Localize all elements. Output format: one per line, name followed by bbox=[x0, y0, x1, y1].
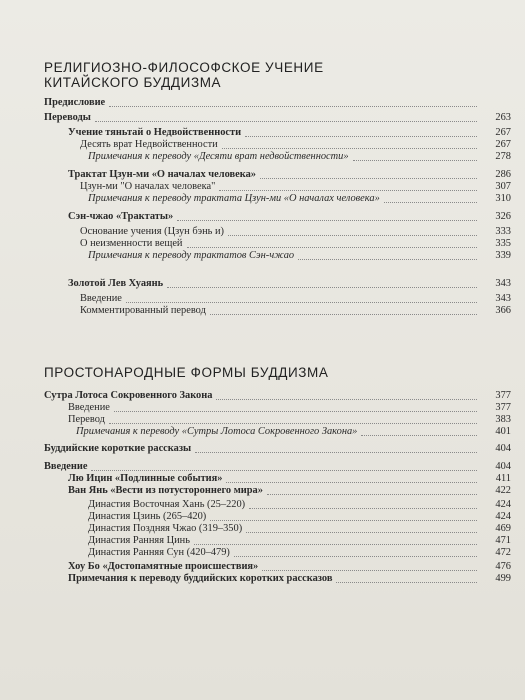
toc-entry bbox=[0, 211, 525, 223]
toc-entry-title: Примечания к переводу трактата Цзун-ми «О началах человека» bbox=[88, 193, 380, 204]
toc-entry bbox=[0, 226, 525, 238]
toc-page-number: 404 bbox=[495, 461, 511, 472]
toc-dot-leader bbox=[267, 494, 477, 495]
toc-page-number: 267 bbox=[495, 139, 511, 150]
toc-dot-leader bbox=[384, 202, 477, 203]
toc-page-number: 278 bbox=[495, 151, 511, 162]
toc-entry bbox=[0, 523, 525, 535]
toc-entry bbox=[0, 250, 525, 262]
toc-entry-title: Сутра Лотоса Сокровенного Закона bbox=[44, 390, 213, 401]
toc-dot-leader bbox=[361, 435, 477, 436]
toc-page-number: 377 bbox=[495, 390, 511, 401]
toc-entry-title: Сэн-чжао «Трактаты» bbox=[68, 211, 174, 222]
toc-dot-leader bbox=[187, 247, 478, 248]
toc-entry bbox=[0, 499, 525, 511]
toc-page-number: 471 bbox=[495, 535, 511, 546]
toc-dot-leader bbox=[298, 259, 477, 260]
section-title-2-text: ПРОСТОНАРОДНЫЕ ФОРМЫ БУДДИЗМА bbox=[44, 365, 329, 380]
toc-dot-leader bbox=[210, 314, 477, 315]
toc-entry-title: Основание учения (Цзун бэнь и) bbox=[80, 226, 224, 237]
toc-page-number: 343 bbox=[495, 293, 511, 304]
toc-dot-leader bbox=[177, 220, 477, 221]
toc-entry bbox=[0, 561, 525, 573]
toc-page-number: 411 bbox=[495, 473, 511, 484]
toc-page-number: 263 bbox=[495, 112, 511, 123]
toc-dot-leader bbox=[262, 570, 477, 571]
toc-entry-title: Цзун-ми "О началах человека" bbox=[80, 181, 216, 192]
toc-page-number: 310 bbox=[495, 193, 511, 204]
toc-page-number: 404 bbox=[495, 443, 511, 454]
toc-dot-leader bbox=[126, 302, 477, 303]
toc-entry bbox=[0, 151, 525, 163]
toc-entry bbox=[0, 305, 525, 317]
toc-page-number: 424 bbox=[495, 511, 511, 522]
toc-entry-title: Династия Цзинь (265–420) bbox=[88, 511, 207, 522]
toc-dot-leader bbox=[109, 106, 477, 107]
toc-dot-leader bbox=[226, 482, 477, 483]
toc-entry-title: Династия Восточная Хань (25–220) bbox=[88, 499, 246, 510]
toc-entry-title: О неизменности вещей bbox=[80, 238, 183, 249]
toc-dot-leader bbox=[109, 423, 477, 424]
toc-entry bbox=[0, 473, 525, 485]
toc-entry-title: Десять врат Недвойственности bbox=[80, 139, 218, 150]
toc-page-number: 307 bbox=[495, 181, 511, 192]
toc-entry-title: Трактат Цзун-ми «О началах человека» bbox=[68, 169, 256, 180]
toc-entry-title: Династия Поздняя Чжао (319–350) bbox=[88, 523, 243, 534]
section-title-1-line2: КИТАЙСКОГО БУДДИЗМА bbox=[44, 75, 222, 90]
toc-dot-leader bbox=[246, 532, 477, 533]
toc-entry-title: Введение bbox=[80, 293, 122, 304]
toc-page-number: 326 bbox=[495, 211, 511, 222]
toc-dot-leader bbox=[234, 556, 477, 557]
toc-entry bbox=[0, 169, 525, 181]
toc-entry-title: Хоу Бо «Достопамятные происшествия» bbox=[68, 561, 259, 572]
toc-entry-title: Примечания к переводу трактатов Сэн-чжао bbox=[88, 250, 295, 261]
toc-dot-leader bbox=[249, 508, 477, 509]
toc-dot-leader bbox=[219, 190, 477, 191]
toc-dot-leader bbox=[95, 121, 477, 122]
toc-entry bbox=[0, 414, 525, 426]
section-title-2 bbox=[44, 365, 329, 380]
toc-entry bbox=[0, 97, 525, 109]
toc-entry bbox=[0, 238, 525, 250]
toc-entry-title: Предисловие bbox=[44, 97, 106, 108]
toc-page-number: 286 bbox=[495, 169, 511, 180]
toc-page-number: 476 bbox=[495, 561, 511, 572]
toc-entry-title: Примечания к переводу «Сутры Лотоса Сокровенного Закона» bbox=[76, 426, 358, 437]
toc-entry-title: Введение bbox=[44, 461, 88, 472]
toc-entry-title: Золотой Лев Хуаянь bbox=[68, 278, 164, 289]
toc-entry-title: Введение bbox=[68, 402, 110, 413]
toc-entry bbox=[0, 127, 525, 139]
toc-page-number: 401 bbox=[495, 426, 511, 437]
toc-entry-title: Династия Ранняя Цинь bbox=[88, 535, 190, 546]
toc-dot-leader bbox=[353, 160, 477, 161]
toc-entry-title: Примечания к переводу буддийских коротких рассказов bbox=[68, 573, 333, 584]
toc-entry bbox=[0, 485, 525, 497]
toc-entry bbox=[0, 112, 525, 124]
toc-entry bbox=[0, 402, 525, 414]
toc-entry bbox=[0, 443, 525, 455]
toc-entry-title: Перевод bbox=[68, 414, 105, 425]
toc-page-number: 472 bbox=[495, 547, 511, 558]
toc-entry-title: Примечания к переводу «Десяти врат недвойственности» bbox=[88, 151, 349, 162]
toc-dot-leader bbox=[167, 287, 477, 288]
toc-entry bbox=[0, 390, 525, 402]
toc-dot-leader bbox=[194, 544, 477, 545]
toc-page-number: 335 bbox=[495, 238, 511, 249]
toc-dot-leader bbox=[216, 399, 477, 400]
toc-entry bbox=[0, 573, 525, 585]
toc-page-number: 377 bbox=[495, 402, 511, 413]
toc-dot-leader bbox=[260, 178, 477, 179]
toc-page-number: 499 bbox=[495, 573, 511, 584]
toc-page-number: 366 bbox=[495, 305, 511, 316]
toc-page-number: 339 bbox=[495, 250, 511, 261]
toc-page-number: 383 bbox=[495, 414, 511, 425]
toc-page-number: 333 bbox=[495, 226, 511, 237]
toc-entry-title: Комментированный перевод bbox=[80, 305, 206, 316]
toc-entry-title: Ван Янь «Вести из потустороннего мира» bbox=[68, 485, 263, 496]
toc-dot-leader bbox=[91, 470, 477, 471]
toc-dot-leader bbox=[228, 235, 477, 236]
toc-dot-leader bbox=[210, 520, 477, 521]
toc-page-number: 343 bbox=[495, 278, 511, 289]
toc-entry-title: Лю Ицин «Подлинные события» bbox=[68, 473, 223, 484]
toc-page-number: 424 bbox=[495, 499, 511, 510]
toc-dot-leader bbox=[336, 582, 477, 583]
toc-page-number: 422 bbox=[495, 485, 511, 496]
toc-entry bbox=[0, 278, 525, 290]
toc-entry bbox=[0, 535, 525, 547]
toc-dot-leader bbox=[222, 148, 477, 149]
toc-entry bbox=[0, 461, 525, 473]
toc-page-number: 469 bbox=[495, 523, 511, 534]
toc-entry bbox=[0, 193, 525, 205]
toc-dot-leader bbox=[195, 452, 477, 453]
toc-entry-title: Династия Ранняя Сун (420–479) bbox=[88, 547, 230, 558]
toc-entry bbox=[0, 139, 525, 151]
toc-entry bbox=[0, 293, 525, 305]
toc-entry-title: Буддийские короткие рассказы bbox=[44, 443, 192, 454]
toc-entry bbox=[0, 426, 525, 438]
section-title-1-line1: РЕЛИГИОЗНО-ФИЛОСОФСКОЕ УЧЕНИЕ bbox=[44, 60, 324, 75]
toc-dot-leader bbox=[114, 411, 477, 412]
toc-entry-title: Учение тяньтай о Недвойственности bbox=[68, 127, 242, 138]
toc-entry-title: Переводы bbox=[44, 112, 91, 123]
toc-dot-leader bbox=[245, 136, 477, 137]
toc-entry bbox=[0, 511, 525, 523]
toc-entry bbox=[0, 547, 525, 559]
toc-page-number: 267 bbox=[495, 127, 511, 138]
section-title-1 bbox=[44, 60, 324, 90]
toc-entry bbox=[0, 181, 525, 193]
